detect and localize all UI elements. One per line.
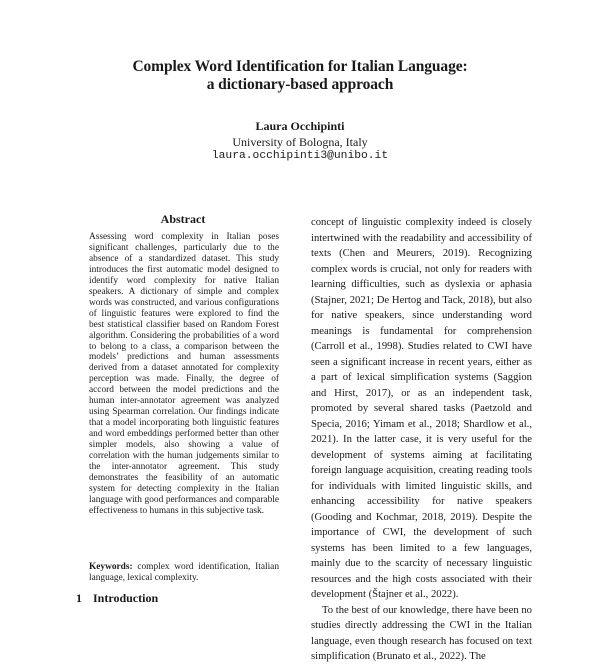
paper-title-line-1: Complex Word Identification for Italian Language: <box>132 58 468 75</box>
body-paragraph-1: concept of linguistic complexity indeed is closely intertwined with the readability and accessibility of texts (Chen and Meurers, 2019). Recognizing complex words is crucial, not only for readers with learning difficulties, such as dyslexia or aphasia (Stajner, 2021; De Hertog and Tack, 2018), but also for native speakers, since understanding word meanings is fundamental for comprehension (Carroll et al., 1998). Studies related to CWI have seen a significant increase in recent years, either as a part of lexical simplification systems (Saggion and Hirst, 2017), or as an independent task, promoted by several shared tasks (Paetzold and Specia, 2016; Yimam et al., 2018; Shardlow et al., 2021). In the latter case, it is very useful for the development of systems aiming at facilitating foreign language acquisition, creating reading tools for individuals with limited linguistic skills, and enhancing accessibility for native speakers (Gooding and Kochmar, 2018, 2019). Despite the importance of CWI, the development of such systems has been limited to a few languages, mainly due to the scarcity of necessary linguistic resources and the high costs associated with their development (Štajner et al., 2022). <box>311 217 532 600</box>
section-heading-introduction <box>76 591 158 606</box>
body-paragraph-2: To the best of our knowledge, there have been no studies directly addressing the CWI in the Italian language, even though research has focused on text simplification (Brunato et al., 2022). The <box>311 604 532 662</box>
abstract-heading: Abstract <box>160 212 206 226</box>
author-affiliation: University of Bologna, Italy <box>232 135 368 149</box>
author-email[interactable]: laura.occhipinti3@unibo.it <box>211 150 389 162</box>
abstract-body <box>89 232 279 517</box>
abstract-text: Assessing word complexity in Italian poses significant challenges, particularly due to the absence of a standardized dataset. This study introduces the first automatic model designed to identify word complexity for native Italian speakers. A dictionary of simple and complex words was constructed, and various configurations of linguistic features were explored to find the best statistical classifier based on Random Forest algorithm. Considering the probabilities of a word to belong to a class, a comparison between the models’ predictions and human assessments derived from a dataset annotated for complexity perception was made. Finally, the degree of accord between the model predictions and the human inter-annotator agreement was analyzed using Spearman correlation. Our findings indicate that a model incorporating both linguistic features and word embeddings performed better than other simpler models, also showing a value of correlation with the human judgements similar to the inter-annotator agreement. This study demonstrates the feasibility of an automatic system for detecting complexity in the Italian language with good performances and comparable effectiveness to humans in this subjective task. <box>89 232 279 516</box>
right-column-body <box>311 215 532 665</box>
paper-title-line-2: a dictionary-based approach <box>206 76 394 93</box>
keywords-text: complex word identification, Italian language, lexical complexity. <box>89 562 279 583</box>
author-name: Laura Occhipinti <box>255 119 345 133</box>
section-number: 1 <box>76 591 82 605</box>
keywords <box>89 562 279 584</box>
section-title: Introduction <box>93 591 159 605</box>
keywords-label: Keywords: <box>89 562 133 572</box>
